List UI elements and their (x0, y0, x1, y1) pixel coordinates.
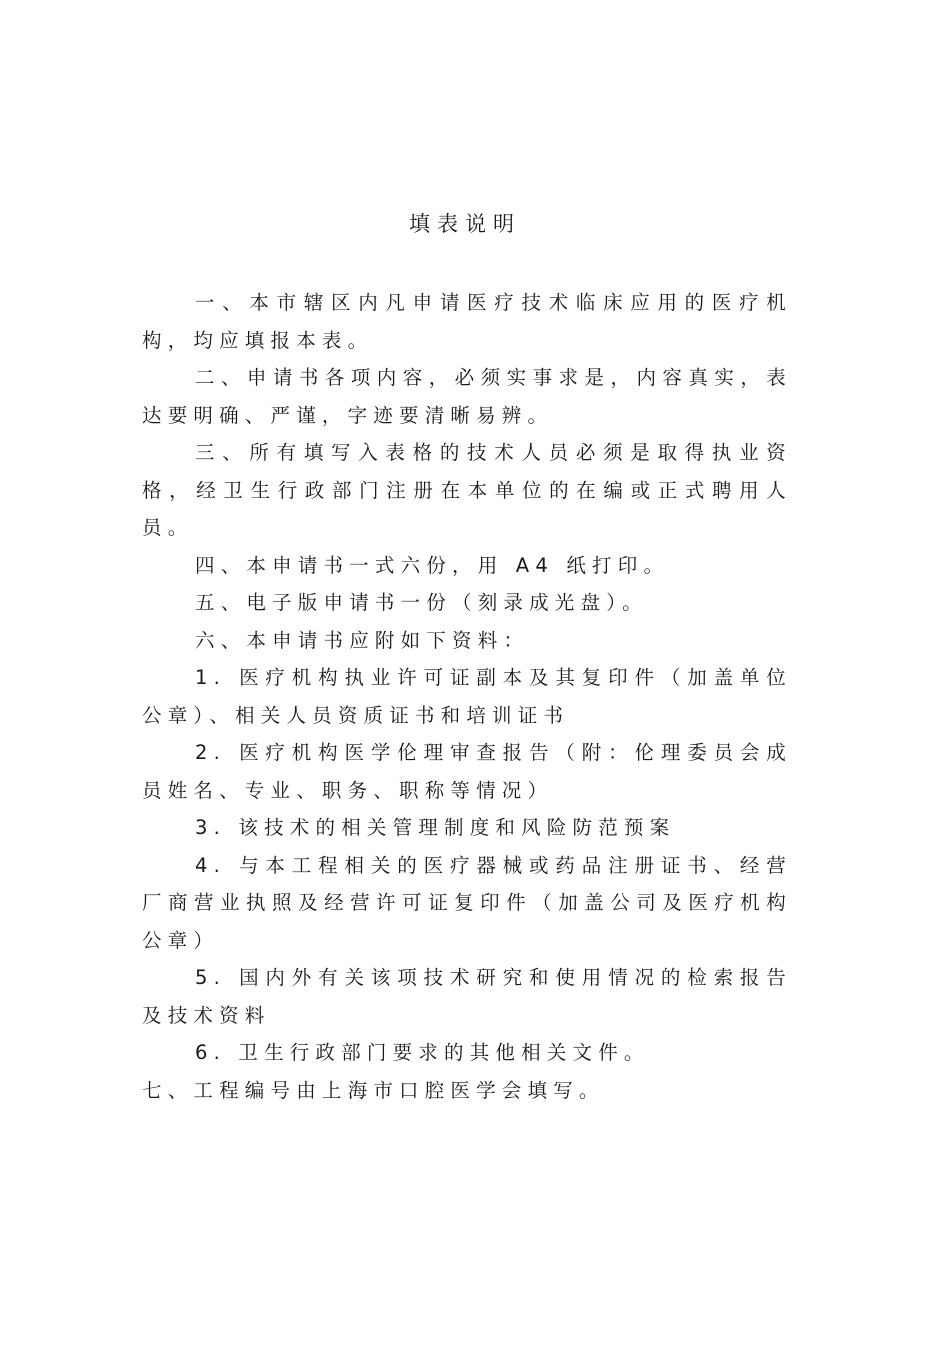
instructions-body (142, 284, 792, 1109)
instruction-item-3: 三、所有填写入表格的技术人员必须是取得执业资格，经卫生行政部门注册在本单位的在编或正式聘用人员。 (142, 441, 792, 539)
attachment-item-3: 3. 该技术的相关管理制度和风险防范预案 (195, 816, 676, 839)
page-title: 填表说明 (409, 212, 521, 236)
attachment-item-4: 4. 与本工程相关的医疗器械或药品注册证书、经营厂商营业执照及经营许可证复印件（加盖公司及医疗机构公章） (142, 853, 792, 952)
instruction-item-4: 四、本申请书一式六份，用 A4 纸打印。 (195, 553, 670, 577)
attachment-item-1: 1. 医疗机构执业许可证副本及其复印件（加盖单位公章）、相关人员资质证书和培训证书 (142, 666, 792, 727)
attachment-item-2: 2. 医疗机构医学伦理审查报告（附：伦理委员会成员姓名、专业、职务、职称等情况） (142, 741, 792, 802)
instruction-item-2: 二、申请书各项内容，必须实事求是，内容真实，表达要明确、严谨，字迹要清晰易辨。 (142, 366, 792, 427)
instruction-item-1: 一、本市辖区内凡申请医疗技术临床应用的医疗机构，均应填报本表。 (142, 291, 792, 352)
instruction-item-7: 七、工程编号由上海市口腔医学会填写。 (142, 1078, 605, 1102)
instruction-item-6: 六、本申请书应附如下资料： (195, 628, 530, 652)
attachment-item-5: 5. 国内外有关该项技术研究和使用情况的检索报告及技术资料 (142, 966, 792, 1027)
attachment-item-6: 6. 卫生行政部门要求的其他相关文件。 (195, 1041, 650, 1064)
instruction-item-5: 五、电子版申请书一份（刻录成光盘）。 (195, 591, 648, 614)
